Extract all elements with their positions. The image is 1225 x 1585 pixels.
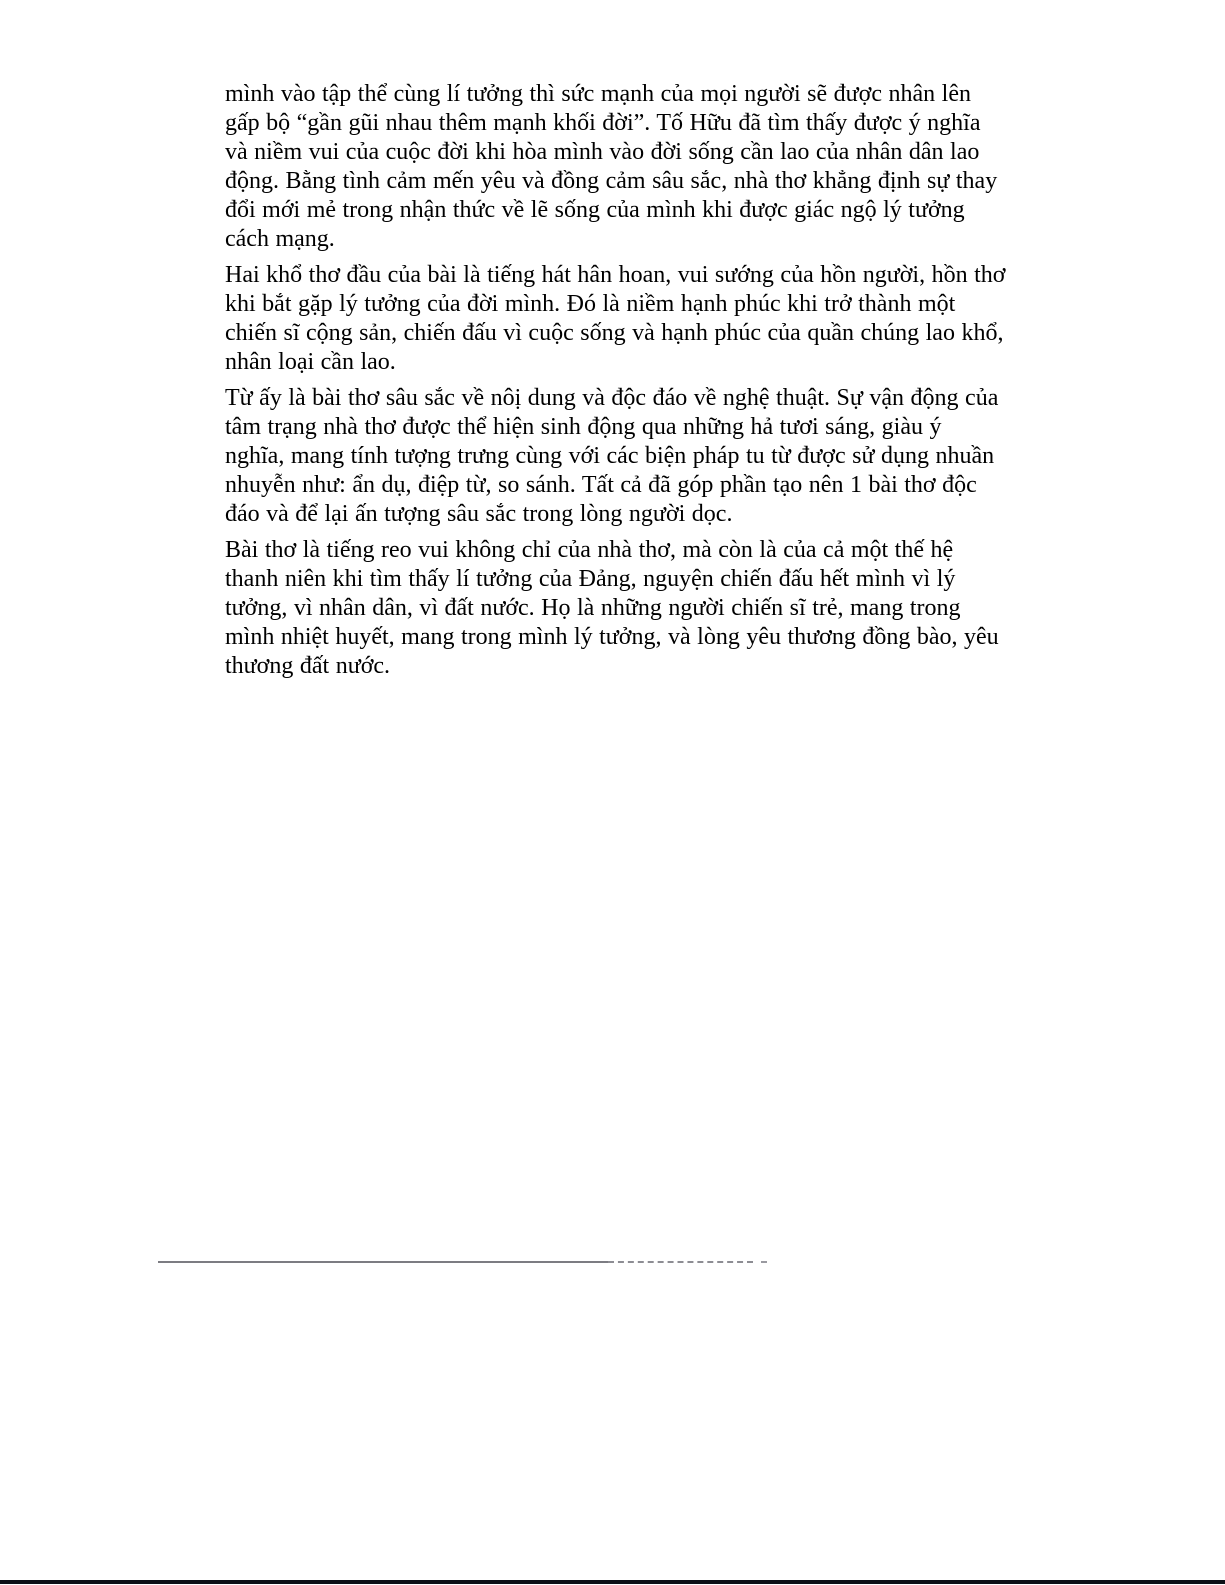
- bottom-edge-bar: [0, 1580, 1225, 1584]
- body-paragraph: Bài thơ là tiếng reo vui không chỉ của nhà thơ, mà còn là của cả một thế hệ thanh niên khi tìm thấy lí tưởng của Đảng, nguyện chiến đấu hết mình vì lý tưởng, vì nhân dân, vì đất nước. Họ là những người chiến sĩ trẻ, mang trong mình nhiệt huyết, mang trong mình lý tưởng, và lòng yêu thương đồng bào, yêu thương đất nước.: [225, 537, 999, 679]
- body-paragraph: Từ ấy là bài thơ sâu sắc về nôị dung và độc đáo về nghệ thuật. Sự vận động của tâm trạng nhà thơ được thể hiện sinh động qua những hả tươi sáng, giàu ý nghĩa, mang tính tượng trưng cùng với các biện pháp tu từ được sử dụng nhuần nhuyễn như: ẩn dụ, điệp từ, so sánh. Tất cả đã góp phần tạo nên 1 bài thơ độc đáo và để lại ấn tượng sâu sắc trong lòng người dọc.: [225, 385, 999, 527]
- body-paragraph: Hai khổ thơ đầu của bài là tiếng hát hân hoan, vui sướng của hồn người, hồn thơ khi bắt gặp lý tưởng của đời mình. Đó là niềm hạnh phúc khi trở thành một chiến sĩ cộng sản, chiến đấu vì cuộc sống và hạnh phúc của quần chúng lao khổ, nhân loại cần lao.: [225, 262, 1006, 375]
- separator-solid-segment: [158, 1261, 608, 1263]
- footnote-separator-line: [158, 1261, 768, 1264]
- body-paragraph: mình vào tập thể cùng lí tưởng thì sức mạnh của mọi người sẽ được nhân lên gấp bộ “gần gũi nhau thêm mạnh khối đời”. Tố Hữu đã tìm thấy được ý nghĩa và niềm vui của cuộc đời khi hòa mình vào đời sống cần lao của nhân dân lao động. Bằng tình cảm mến yêu và đồng cảm sâu sắc, nhà thơ khẳng định sự thay đổi mới mẻ trong nhận thức về lẽ sống của mình khi được giác ngộ lý tưởng cách mạng.: [225, 81, 998, 252]
- separator-end-dot: [761, 1261, 767, 1263]
- document-body: [225, 80, 1007, 688]
- separator-dashed-segment: [608, 1261, 753, 1263]
